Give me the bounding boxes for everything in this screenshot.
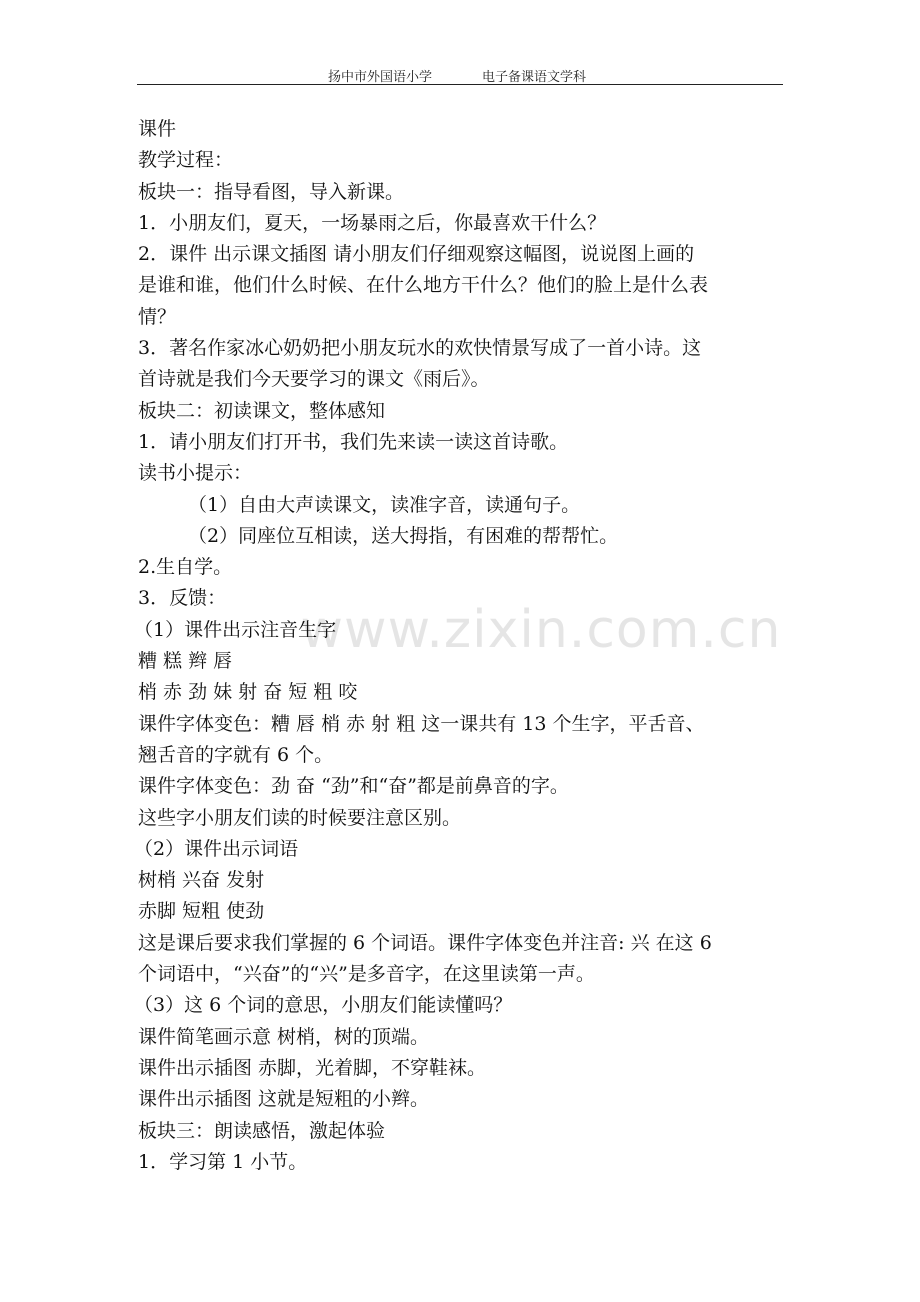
line-section-two: 板块二：初读课文，整体感知 [138, 399, 386, 422]
line-text: 首诗就是我们今天要学习的课文《雨后》。 [138, 368, 490, 391]
line-text: 个词语中，“兴奋”的“兴”是多音字，在这里读第一声。 [138, 963, 595, 986]
line-sub-item: （3）这 6 个词的意思，小朋友们能读懂吗？ [134, 994, 513, 1017]
line-text: 课件出示插图 这就是短粗的小辫。 [138, 1088, 430, 1111]
department-name: 电子备课语文学科 [482, 70, 587, 85]
line-tip-item: （1）自由大声读课文，读准字音，读通句子。 [188, 493, 581, 516]
line-text: 这是课后要求我们掌握的 6 个词语。课件字体变色并注音: 兴 在这 6 [138, 931, 712, 954]
lesson-body [134, 114, 788, 1178]
line-tip-item: （2）同座位互相读，送大拇指，有困难的帮帮忙。 [188, 524, 619, 547]
line-words: 赤脚 短粗 使劲 [138, 900, 265, 923]
line-sub-item: （2）课件出示词语 [134, 837, 299, 860]
line-reading-tips: 读书小提示： [138, 462, 253, 485]
line-text: 3．反馈： [138, 587, 227, 610]
line-sub-item: （1）课件出示注音生字 [134, 618, 337, 641]
line-text: 课件简笔画示意 树梢，树的顶端。 [138, 1025, 430, 1048]
line-words: 树梢 兴奋 发射 [138, 869, 265, 892]
line-text: 翘舌音的字就有 6 个。 [138, 743, 334, 766]
line-text: 1．学习第 1 小节。 [138, 1150, 308, 1173]
page-header [137, 64, 783, 84]
line-characters: 梢 赤 劲 妹 射 奋 短 粗 咬 [138, 681, 358, 704]
line-section-three: 板块三：朗读感悟，激起体验 [138, 1119, 386, 1142]
watermark: www.zixin.com.cn [300, 600, 782, 660]
line-heading-courseware: 课件 [138, 118, 177, 140]
line-text: 3．著名作家冰心奶奶把小朋友玩水的欢快情景写成了一首小诗。这 [138, 337, 702, 360]
line-text: 1．小朋友们，夏天，一场暴雨之后，你最喜欢干什么？ [138, 211, 607, 234]
line-text: 课件字体变色：劲 奋 “劲”和“奋”都是前鼻音的字。 [138, 775, 569, 798]
line-text: 2．课件 出示课文插图 请小朋友们仔细观察这幅图，说说图上画的 [138, 243, 695, 266]
line-text: 这些字小朋友们读的时候要注意区别。 [138, 806, 462, 829]
line-text: 1．请小朋友们打开书，我们先来读一读这首诗歌。 [138, 430, 569, 453]
school-name: 扬中市外国语小学 [328, 70, 433, 85]
line-text: 课件字体变色：糟 唇 梢 赤 射 粗 这一课共有 13 个生字，平舌音、 [138, 712, 705, 735]
line-section-one: 板块一：指导看图，导入新课。 [138, 180, 405, 203]
line-text: 2.生自学。 [138, 556, 233, 579]
header-divider [137, 84, 783, 85]
line-teaching-process: 教学过程： [138, 149, 234, 172]
line-text: 课件出示插图 赤脚，光着脚，不穿鞋袜。 [138, 1056, 487, 1079]
line-text: 是谁和谁，他们什么时候、在什么地方干什么？他们的脸上是什么表 [138, 274, 709, 297]
line-text: 情？ [138, 305, 177, 328]
line-characters: 糟 糕 辫 唇 [138, 650, 233, 673]
